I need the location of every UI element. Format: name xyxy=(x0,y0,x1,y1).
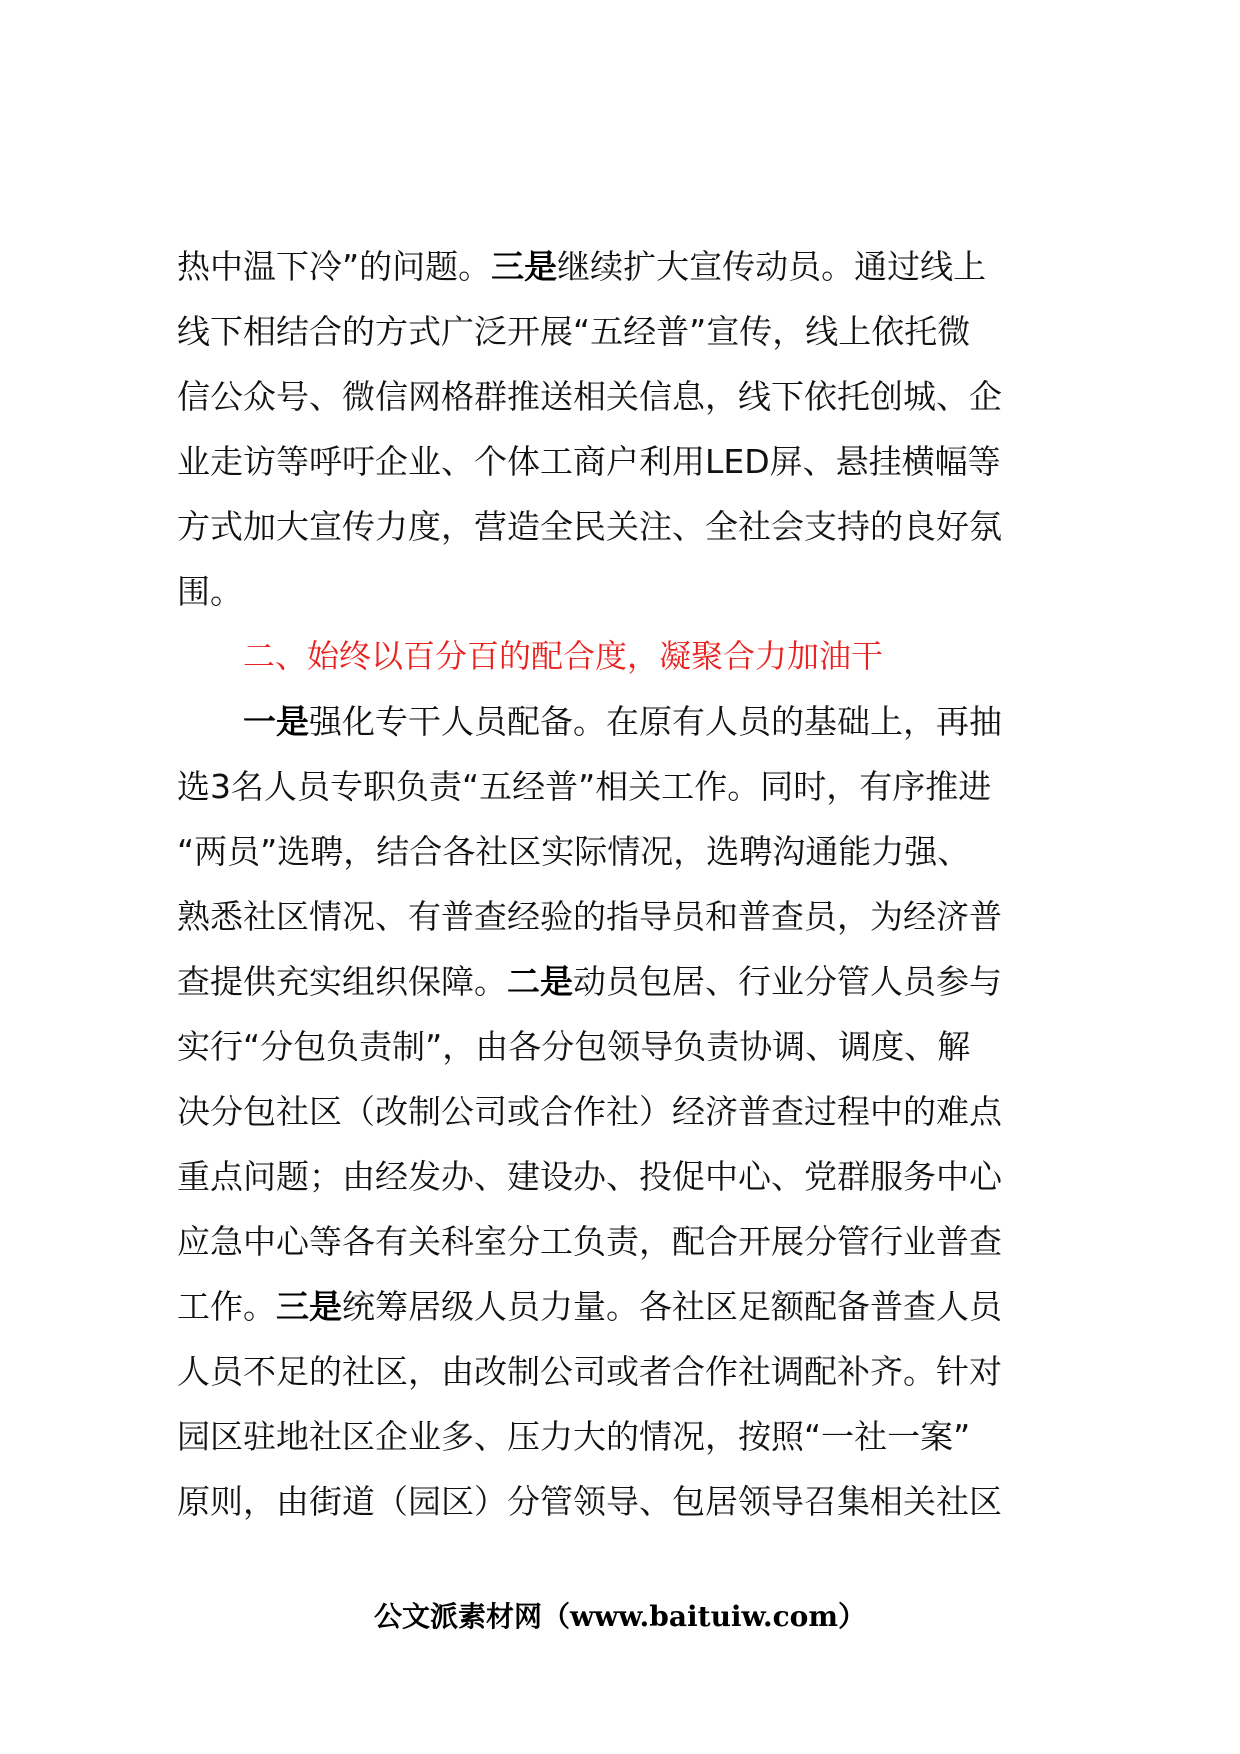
line-text: 方式加大宣传力度，营造全民关注、全社会支持的良好氛 xyxy=(177,507,1002,546)
line-text: 工作。 xyxy=(177,1287,276,1326)
paragraph-line xyxy=(177,1404,1117,1469)
paragraph-line xyxy=(177,364,1117,429)
section-heading: 二、始终以百分百的配合度，凝聚合力加油干 xyxy=(243,637,884,675)
paragraph-line xyxy=(177,1209,1117,1274)
line-text: 业走访等呼吁企业、个体工商户利用LED屏、悬挂横幅等 xyxy=(177,442,1001,481)
line-text: 查提供充实组织保障。 xyxy=(177,962,507,1001)
line-text: 重点问题；由经发办、建设办、投促中心、党群服务中心 xyxy=(177,1157,1002,1196)
paragraph-line xyxy=(177,1339,1117,1404)
line-text: 围。 xyxy=(177,572,243,611)
line-text: 熟悉社区情况、有普查经验的指导员和普查员，为经济普 xyxy=(177,897,1002,936)
line-text: “两员”选聘，结合各社区实际情况，选聘沟通能力强、 xyxy=(177,832,971,871)
line-text: 应急中心等各有关科室分工负责，配合开展分管行业普查 xyxy=(177,1222,1002,1261)
paragraph-line xyxy=(177,689,1117,754)
line-text: 强化专干人员配备。在原有人员的基础上，再抽 xyxy=(309,702,1002,741)
paragraph-line xyxy=(177,1079,1117,1144)
bold-lead: 三是 xyxy=(491,247,558,286)
line-text: 线下相结合的方式广泛开展“五经普”宣传，线上依托微 xyxy=(177,312,971,351)
paragraph-line xyxy=(177,754,1117,819)
paragraph-line xyxy=(177,299,1117,364)
line-text: 信公众号、微信网格群推送相关信息，线下依托创城、企 xyxy=(177,377,1002,416)
paragraph-line xyxy=(177,1014,1117,1079)
paragraph-line xyxy=(177,559,1117,624)
line-text: 统筹居级人员力量。各社区足额配备普查人员 xyxy=(342,1287,1002,1326)
paragraph-line xyxy=(177,494,1117,559)
line-text: 决分包社区（改制公司或合作社）经济普查过程中的难点 xyxy=(177,1092,1002,1131)
paragraph-line xyxy=(177,234,1117,299)
line-text: 动员包居、行业分管人员参与 xyxy=(573,962,1002,1001)
line-text: 继续扩大宣传动员。通过线上 xyxy=(557,247,987,286)
bold-lead: 二是 xyxy=(507,962,573,1001)
line-text: 热中温下冷”的问题。 xyxy=(177,247,492,286)
line-text: 人员不足的社区，由改制公司或者合作社调配补齐。针对 xyxy=(177,1352,1002,1391)
line-text: 选3名人员专职负责“五经普”相关工作。同时，有序推进 xyxy=(177,767,992,806)
line-text: 实行“分包负责制”，由各分包领导负责协调、调度、解 xyxy=(177,1027,971,1066)
footer-watermark: 公文派素材网（www.baituiw.com） xyxy=(374,1600,866,1633)
paragraph-line xyxy=(177,429,1117,494)
paragraph-line xyxy=(177,1469,1117,1534)
bold-lead: 三是 xyxy=(276,1287,342,1326)
paragraph-line xyxy=(177,884,1117,949)
paragraph-line xyxy=(177,1144,1117,1209)
line-text: 园区驻地社区企业多、压力大的情况，按照“一社一案” xyxy=(177,1417,971,1456)
document-body xyxy=(177,234,1117,1534)
bold-lead: 一是 xyxy=(243,702,309,741)
line-text: 原则，由街道（园区）分管领导、包居领导召集相关社区 xyxy=(177,1482,1002,1521)
paragraph-line xyxy=(177,819,1117,884)
paragraph-line xyxy=(177,1274,1117,1339)
paragraph-line xyxy=(177,949,1117,1014)
